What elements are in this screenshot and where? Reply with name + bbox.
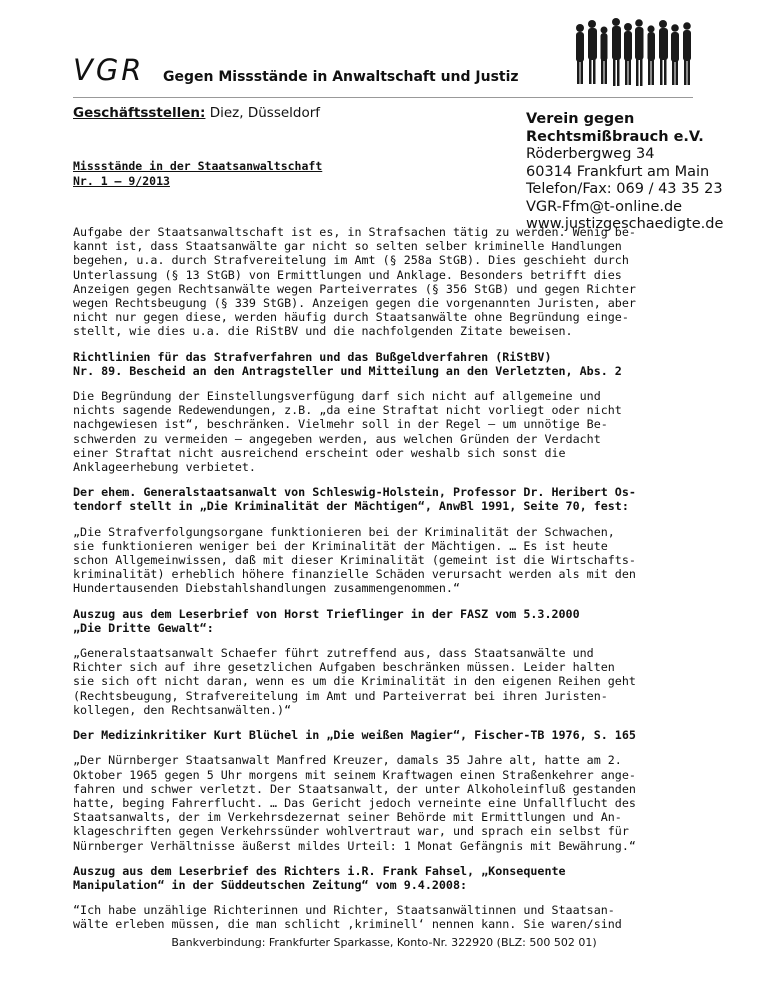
header-divider [73, 97, 693, 98]
issue-heading [73, 159, 322, 189]
bluechel-quote: „Der Nürnberger Staatsanwalt Manfred Kreuzer, damals 35 Jahre alt, hatte am 2. Oktober 1965 gegen 5 Uhr morgens mit seinem Kraftwagen einen Straßenkehrer ange- fahren und schwer verletzt. Der Staatsanwalt, der unter Alkoholeinfluß gestanden hatte, beging Fahrerflucht. … Das Gericht jedoch verneinte eine Unfallflucht des Staatsanwalts, der im Verkehrsdezernat seiner Behörde mit Ermittlungen und An- klageschriften gegen Verkehrssünder wohlvertraut war, und sprach ein selbst für Nürnberger Verhältnisse äußerst mildes Urteil: 1 Monat Gefängnis mit Bewährung.“ [73, 753, 636, 853]
ostendorf-quote: „Die Strafverfolgungsorgane funktionieren bei der Kriminalität der Schwachen, sie funktionieren weniger bei der Kriminalität der Mächtigen. … Es ist heute schon Allgemeinwissen, daß mit dieser Kriminalität (gemeint ist die Wirtschafts- kriminalität) erheblich höhere finanzielle Schäden verursacht werden als mit den Hundertausenden Diebstahlshandlungen zusammengenommen.“ [73, 524, 636, 596]
issue-number: Nr. 1 – 9/2013 [73, 174, 170, 188]
ristbv-paragraph: Die Begründung der Einstellungsverfügung darf sich nicht auf allgemeine und nichts sagende Redewendungen, z.B. „da eine Straftat nicht vorliegt oder nicht nachgewiesen ist“, beschränken. Vielmehr soll in der Regel – um unnötige Be- schwerden zu vermeiden – angegeben werden, aus welchen Gründen der Verdacht einer Straftat nicht ausreichend erscheint oder weshalb sich sonst die Anklageerhebung verbietet. [73, 389, 622, 475]
phone-fax: Telefon/Fax: 069 / 43 35 23 [526, 181, 723, 197]
trieflinger-quote: „Generalstaatsanwalt Schaefer führt zutreffend aus, dass Staatsanwälte und Richter sich auf ihre gesetzlichen Aufgaben beschränken müssen. Leider halten sie sich oft nicht daran, wenn es um die Kriminalität in den eigenen Reihen geht (Rechtsbeugung, Strafvereitelung im Amt und Parteiverrat bei ihren Juristen- kollegen, den Rechtsanwälten.)“ [73, 646, 636, 717]
fahsel-quote: “Ich habe unzählige Richterinnen und Richter, Staatsanwältinnen und Staatsan- wälte erleben müssen, die man schlicht ‚kriminell‘ nennen kann. Sie waren/sind [73, 903, 622, 932]
footer-bank-details: Bankverbindung: Frankfurter Sparkasse, Konto-Nr. 322920 (BLZ: 500 502 01) [171, 936, 597, 949]
email: VGR-Ffm@t-online.de [526, 198, 683, 215]
street: Röderbergweg 34 [526, 146, 655, 162]
crowd-silhouette-image [572, 18, 696, 88]
section-heading-fahsel: Auszug aus dem Leserbrief des Richters i.R. Frank Fahsel, „Konsequente Manipulation“ in der Süddeutschen Zeitung“ vom 9.4.2008: [73, 863, 566, 892]
section-heading-ostendorf: Der ehem. Generalstaatsanwalt von Schleswig-Holstein, Professor Dr. Heribert Os- tendorf stellt in „Die Kriminalität der Mächtigen“, AnwBl 1991, Seite 70, fest: [73, 485, 636, 514]
website: www.justizgeschaedigte.de [526, 216, 724, 232]
logo-vgr: VGR [73, 53, 145, 87]
offices-label: Geschäftsstellen: [73, 105, 206, 121]
org-name-line2: Rechtsmißbrauch e.V. [526, 128, 704, 145]
section-heading-bluechel: Der Medizinkritiker Kurt Blüchel in „Die weißen Magier“, Fischer-TB 1976, S. 165 [73, 728, 636, 743]
section-heading-ristbv: Richtlinien für das Strafverfahren und das Bußgeldverfahren (RiStBV) Nr. 89. Bescheid an den Antragsteller und Mitteilung an den Verletzten, Abs. 2 [73, 349, 622, 378]
address-block [526, 111, 723, 234]
org-name-line1: Verein gegen [526, 111, 635, 127]
offices-value: Diez, Düsseldorf [205, 105, 321, 121]
intro-paragraph: Aufgabe der Staatsanwaltschaft ist es, in Strafsachen tätig zu werden. Wenig be- kannt ist, dass Staatsanwälte gar nicht so selten selber kriminelle Handlungen begehen, u.a. durch Strafvereitelung im Amt (§ 258a StGB). Dies geschieht durch Unterlassung (§ 13 StGB) von Ermittlungen und Anklage. Besonders betrifft dies Anzeigen gegen Rechtsanwälte wegen Parteiverrates (§ 356 StGB) und gegen Richter wegen Rechtsbeugung (§ 339 StGB). Anzeigen gegen die vorgenannten Juristen, aber nicht nur gegen diese, werden häufig durch Staatsanwälte ohne Begründung einge- stellt, wie dies u.a. die RiStBV und die nachfolgenden Zitate beweisen. [73, 225, 636, 339]
city: 60314 Frankfurt am Main [526, 163, 710, 180]
issue-title: Missstände in der Staatsanwaltschaft [73, 159, 323, 173]
document-body [73, 225, 697, 943]
section-heading-trieflinger: Auszug aus dem Leserbrief von Horst Trieflinger in der FASZ vom 5.3.2000 „Die Dritte Gewalt“: [73, 606, 580, 635]
tagline: Gegen Missstände in Anwaltschaft und Justiz [163, 69, 519, 85]
offices-line [73, 105, 320, 121]
